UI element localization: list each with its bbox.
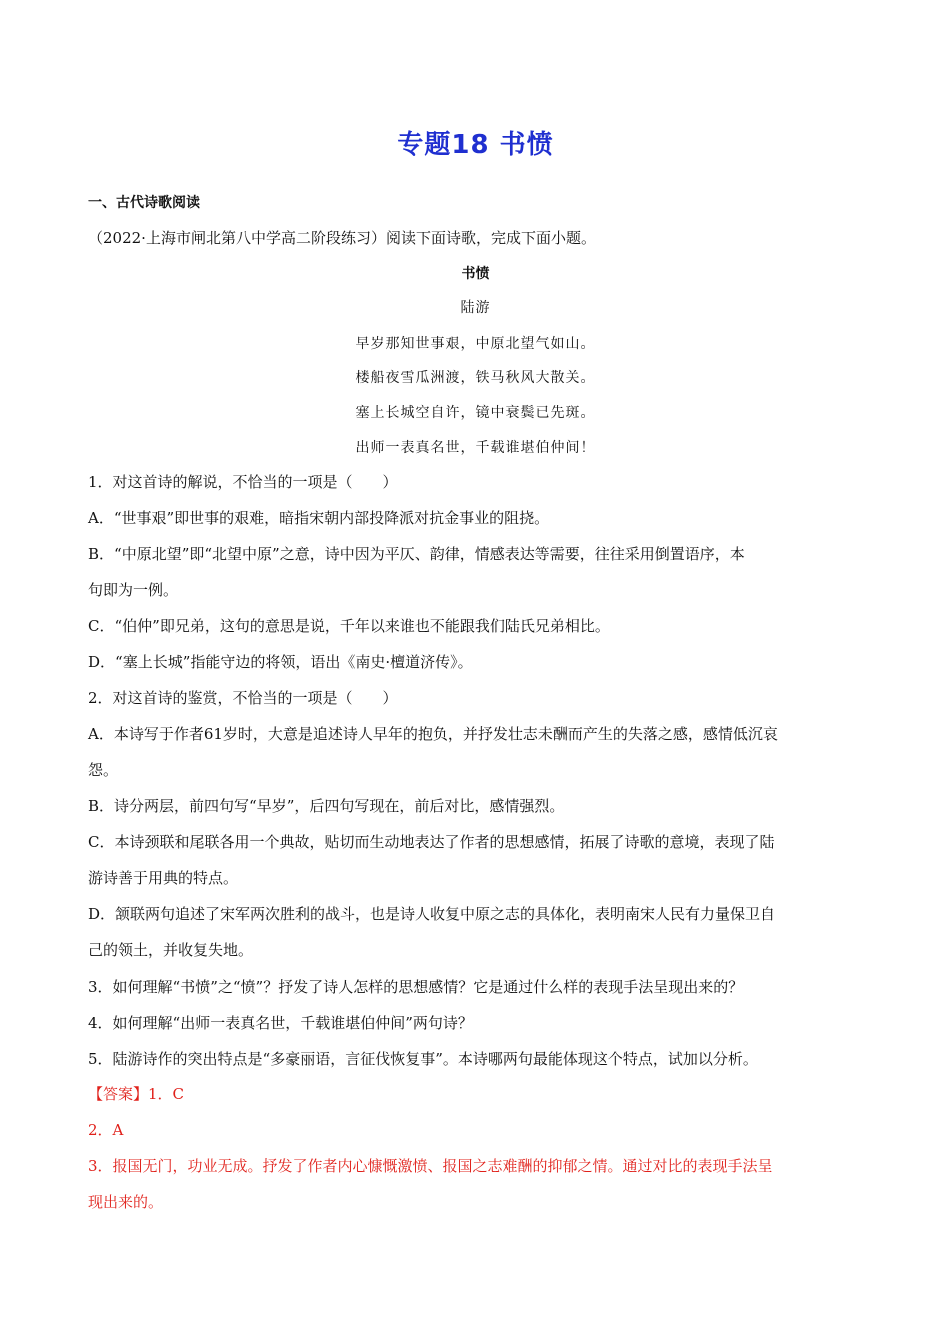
question-2-option-c: C．本诗颈联和尾联各用一个典故，贴切而生动地表达了作者的思想感情，拓展了诗歌的意境，表现了陆 [88,833,775,851]
intro-text: （2022·上海市闸北第八中学高二阶段练习）阅读下面诗歌，完成下面小题。 [88,229,596,247]
question-4: 4．如何理解“出师一表真名世，千载谁堪伯仲间”两句诗？ [88,1014,473,1032]
poem-line-4: 出师一表真名世，千载谁堪伯仲间！ [355,440,596,456]
question-2: 2．对这首诗的鉴赏，不恰当的一项是（ ） [88,689,398,707]
question-2-option-d: D．颔联两句追述了宋军两次胜利的战斗，也是诗人收复中原之志的具体化，表明南宋人民有力量保卫自 [88,905,776,923]
question-5: 5．陆游诗作的突出特点是“多豪丽语，言征伐恢复事”。本诗哪两句最能体现这个特点，试加以分析。 [88,1050,758,1068]
question-2-option-d-cont: 己的领土，并收复失地。 [88,941,254,959]
poem-line-2: 楼船夜雪瓜洲渡，铁马秋风大散关。 [355,370,596,386]
poem-title: 书愤 [461,266,490,282]
question-2-option-c-cont: 游诗善于用典的特点。 [88,869,239,887]
question-2-option-b: B．诗分两层，前四句写“早岁”，后四句写现在，前后对比，感情强烈。 [88,797,565,815]
question-1-option-d: D．“塞上长城”指能守边的将领，语出《南史·檀道济传》。 [88,653,473,671]
page-title: 专题18 书愤 [397,130,554,160]
question-2-option-a: A．本诗写于作者61岁时，大意是追述诗人早年的抱负，并抒发壮志未酬而产生的失落之感，感情低沉哀 [88,725,778,743]
question-1-option-c: C．“伯仲”即兄弟，这句的意思是说，千年以来谁也不能跟我们陆氏兄弟相比。 [88,617,610,635]
question-1-option-b-cont: 句即为一例。 [88,581,179,599]
answer-3: 3．报国无门，功业无成。抒发了作者内心慷慨激愤、报国之志难酬的抑郁之情。通过对比的表现手法呈 [88,1157,773,1175]
answer-2: 2．A [88,1121,124,1139]
question-1-option-a: A．“世事艰”即世事的艰难，暗指宋朝内部投降派对抗金事业的阻挠。 [88,509,550,527]
question-1: 1．对这首诗的解说，不恰当的一项是（ ） [88,473,398,491]
question-3: 3．如何理解“书愤”之“愤”？抒发了诗人怎样的思想感情？它是通过什么样的表现手法呈现出来的？ [88,978,744,996]
document-page [88,0,863,1344]
answer-3-cont: 现出来的。 [88,1193,164,1211]
question-1-option-b: B．“中原北望”即“北望中原”之意，诗中因为平仄、韵律，情感表达等需要，往往采用倒置语序，本 [88,545,745,563]
poem-line-1: 早岁那知世事艰，中原北望气如山。 [355,336,596,352]
question-2-option-a-cont: 怨。 [88,761,119,779]
poem-author: 陆游 [460,300,491,316]
answer-1: 【答案】1．C [88,1085,185,1103]
poem-line-3: 塞上长城空自许，镜中衰鬓已先斑。 [355,405,596,421]
section-heading: 一、古代诗歌阅读 [88,195,200,211]
